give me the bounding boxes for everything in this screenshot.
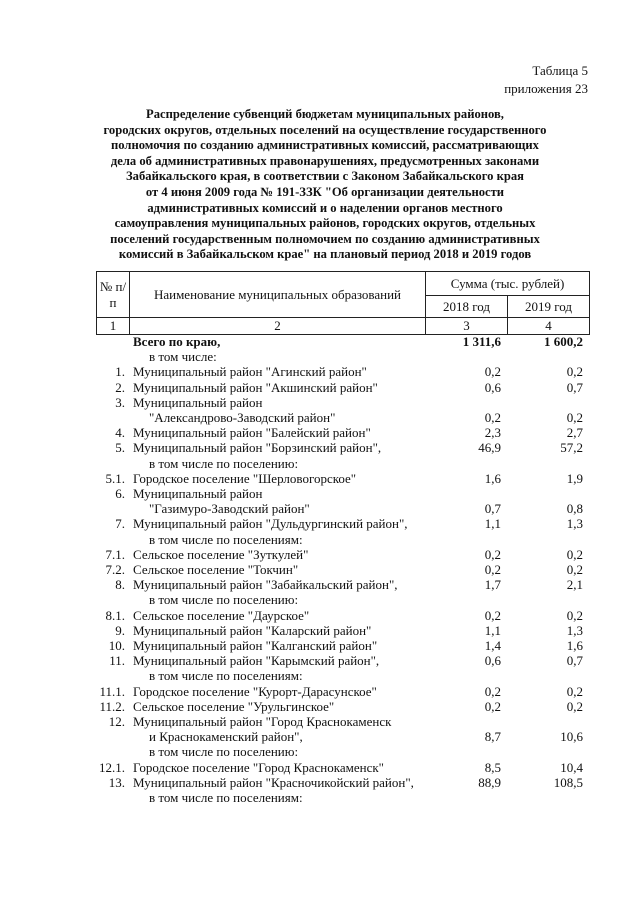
- row-number: 10.: [108, 638, 125, 654]
- appendix-number: приложения 23: [504, 81, 588, 96]
- row-name: в том числе:: [149, 349, 217, 365]
- header-num: № п/п: [97, 272, 130, 318]
- row-number: 12.1.: [99, 759, 125, 775]
- row-name: и Краснокаменский район",: [149, 729, 303, 745]
- row-name: в том числе по поселению:: [149, 592, 299, 608]
- header-year-2019: 2019 год: [508, 296, 590, 318]
- row-value-2018: 1,1: [484, 622, 501, 638]
- row-name: "Газимуро-Заводский район": [149, 501, 310, 517]
- row-value-2018: [425, 532, 507, 547]
- row-name: Муниципальный район: [133, 486, 263, 502]
- row-number: [96, 744, 129, 759]
- row-name: в том числе по поселениям:: [149, 531, 303, 547]
- row-number: 1.: [115, 364, 125, 380]
- title-line: городских округов, отдельных поселений на осуществление государственного: [103, 122, 547, 137]
- table-row: [96, 729, 589, 744]
- row-name: Муниципальный район "Забайкальский район",: [133, 577, 398, 593]
- title-line: дела об административных правонарушениях, предусмотренных законами: [110, 153, 540, 168]
- table-row: [96, 440, 589, 455]
- table-row: [96, 349, 589, 364]
- header-col-4: 4: [508, 318, 590, 335]
- row-value-2018: [425, 592, 507, 607]
- row-name: Городское поселение "Шерловогорское": [133, 470, 357, 486]
- table-row: [96, 714, 589, 729]
- row-name: Сельское поселение "Урульгинское": [133, 698, 335, 714]
- row-value-2018: 0,6: [484, 653, 501, 669]
- row-name: в том числе по поселению:: [149, 744, 299, 760]
- table-row: [96, 638, 589, 653]
- row-number: 8.: [115, 577, 125, 593]
- row-value-2018: 8,7: [484, 729, 501, 745]
- row-value-2018: 88,9: [478, 774, 501, 790]
- table-row: [96, 760, 589, 775]
- table-number: Таблица 5: [532, 63, 588, 78]
- table-row: [96, 334, 589, 349]
- table-row: [96, 623, 589, 638]
- row-value-2018: 0,2: [484, 364, 501, 380]
- row-name: Муниципальный район "Балейский район": [133, 425, 371, 441]
- row-name: "Александрово-Заводский район": [149, 410, 336, 426]
- table-body: [96, 334, 589, 805]
- table-row: [96, 653, 589, 668]
- row-value-2018: [425, 744, 507, 759]
- row-number: 9.: [115, 622, 125, 638]
- row-name: Муниципальный район "Борзинский район",: [133, 440, 382, 456]
- table-row: [96, 395, 589, 410]
- row-number: 4.: [115, 425, 125, 441]
- row-value-2019: [507, 532, 589, 547]
- row-value-2019: 1,3: [566, 516, 583, 532]
- header-col-2: 2: [130, 318, 426, 335]
- row-name: в том числе по поселениям:: [149, 790, 303, 806]
- row-value-2019: 10,4: [560, 759, 583, 775]
- row-name: Муниципальный район "Каларский район": [133, 622, 372, 638]
- row-value-2019: [507, 486, 589, 501]
- table-reference: [504, 62, 588, 98]
- row-value-2018: [425, 790, 507, 805]
- row-value-2019: 108,5: [553, 774, 583, 790]
- row-value-2018: 1,1: [484, 516, 501, 532]
- row-value-2019: [507, 456, 589, 471]
- row-value-2018: 1 311,6: [462, 334, 501, 349]
- row-value-2018: [425, 456, 507, 471]
- row-value-2019: [507, 714, 589, 729]
- row-name: в том числе по поселению:: [149, 455, 299, 471]
- row-number: 6.: [115, 486, 125, 502]
- row-number: 11.1.: [99, 683, 125, 699]
- header-name: Наименование муниципальных образований: [130, 272, 426, 318]
- row-value-2019: 0,7: [566, 653, 583, 669]
- document-title: [95, 107, 555, 263]
- header-year-2018: 2018 год: [426, 296, 508, 318]
- row-value-2018: 0,2: [484, 683, 501, 699]
- title-line: административных комиссий и о наделении органов местного: [147, 200, 503, 215]
- row-name: в том числе по поселениям:: [149, 668, 303, 684]
- table-row: [96, 380, 589, 395]
- table-row: [96, 608, 589, 623]
- row-value-2019: [507, 668, 589, 683]
- table-row: [96, 668, 589, 683]
- row-name: Муниципальный район "Карымский район",: [133, 653, 380, 669]
- table-row: [96, 562, 589, 577]
- row-value-2019: [507, 395, 589, 410]
- row-value-2019: 0,2: [566, 562, 583, 578]
- row-number: 3.: [115, 394, 125, 410]
- header-col-3: 3: [426, 318, 508, 335]
- header-sum: Сумма (тыс. рублей): [426, 272, 590, 296]
- row-name: Городское поселение "Курорт-Дарасунское": [133, 683, 377, 699]
- row-value-2019: 0,2: [566, 683, 583, 699]
- row-name: Муниципальный район "Агинский район": [133, 364, 367, 380]
- row-number: 5.1.: [105, 470, 125, 486]
- table-row: [96, 516, 589, 531]
- row-number: [96, 501, 129, 516]
- row-value-2019: 0,2: [566, 410, 583, 426]
- table-row: [96, 501, 589, 516]
- table-row: [96, 775, 589, 790]
- row-value-2019: 0,2: [566, 698, 583, 714]
- row-number: [96, 334, 129, 349]
- table-row: [96, 547, 589, 562]
- title-line: полномочия по созданию административных комиссий, рассматривающих: [111, 138, 539, 153]
- row-number: [96, 592, 129, 607]
- row-value-2018: 0,2: [484, 607, 501, 623]
- row-value-2018: [425, 349, 507, 364]
- table-row: [96, 364, 589, 379]
- row-name: Муниципальный район "Дульдургинский район",: [133, 516, 408, 532]
- row-value-2019: [507, 592, 589, 607]
- table-row: [96, 410, 589, 425]
- row-number: [96, 456, 129, 471]
- row-value-2018: [425, 486, 507, 501]
- row-value-2019: 0,2: [566, 546, 583, 562]
- row-name: Сельское поселение "Зуткулей": [133, 546, 309, 562]
- title-line: Забайкальского края, в соответствии с Законом Забайкальского края: [126, 169, 524, 184]
- row-value-2018: 0,6: [484, 379, 501, 395]
- row-name: Муниципальный район "Акшинский район": [133, 379, 378, 395]
- row-value-2018: 1,6: [484, 470, 501, 486]
- table-row: [96, 699, 589, 714]
- row-number: 5.: [115, 440, 125, 456]
- row-number: 11.: [109, 653, 125, 669]
- row-value-2019: 2,7: [566, 425, 583, 441]
- table-row: [96, 790, 589, 805]
- row-value-2018: 8,5: [484, 759, 501, 775]
- row-value-2018: 0,7: [484, 501, 501, 517]
- row-number: [96, 729, 129, 744]
- table-row: [96, 592, 589, 607]
- row-value-2018: 46,9: [478, 440, 501, 456]
- row-name: Всего по краю,: [133, 334, 221, 349]
- title-line: Распределение субвенций бюджетам муниципальных районов,: [146, 107, 504, 121]
- header-col-1: 1: [97, 318, 130, 335]
- row-name: Муниципальный район "Город Краснокаменск: [133, 714, 392, 730]
- row-value-2019: [507, 790, 589, 805]
- row-number: 2.: [115, 379, 125, 395]
- row-value-2018: [425, 395, 507, 410]
- row-value-2019: 1,6: [566, 638, 583, 654]
- row-value-2018: 1,7: [484, 577, 501, 593]
- row-name: Городское поселение "Город Краснокаменск": [133, 759, 384, 775]
- row-value-2018: 0,2: [484, 546, 501, 562]
- row-number: 11.2.: [99, 698, 125, 714]
- table-row: [96, 425, 589, 440]
- row-value-2019: 0,2: [566, 364, 583, 380]
- row-value-2019: 2,1: [566, 577, 583, 593]
- row-number: 13.: [108, 774, 125, 790]
- row-number: 12.: [108, 714, 125, 730]
- table-row: [96, 577, 589, 592]
- row-number: 8.1.: [105, 607, 125, 623]
- title-line: от 4 июня 2009 года № 191-ЗЗК "Об организации деятельности: [145, 184, 505, 199]
- row-value-2019: 0,7: [566, 379, 583, 395]
- row-number: [96, 410, 129, 425]
- row-value-2019: 57,2: [560, 440, 583, 456]
- row-value-2018: 0,2: [484, 410, 501, 426]
- table-row: [96, 684, 589, 699]
- table-row: [96, 744, 589, 759]
- row-name: Сельское поселение "Даурское": [133, 607, 310, 623]
- row-value-2018: 0,2: [484, 562, 501, 578]
- table-row: [96, 471, 589, 486]
- row-value-2018: [425, 714, 507, 729]
- row-number: [96, 532, 129, 547]
- row-value-2019: 0,2: [566, 607, 583, 623]
- row-number: 7.2.: [105, 562, 125, 578]
- row-name: Муниципальный район "Красночикойский район",: [133, 774, 414, 790]
- title-line: поселений государственным полномочием по созданию административных: [110, 231, 540, 246]
- row-value-2018: 2,3: [484, 425, 501, 441]
- table-header: [96, 271, 590, 335]
- table-row: [96, 532, 589, 547]
- row-value-2018: 0,2: [484, 698, 501, 714]
- table-row: [96, 456, 589, 471]
- row-number: 7.: [115, 516, 125, 532]
- row-value-2019: 1,3: [566, 622, 583, 638]
- row-name: Муниципальный район: [133, 394, 263, 410]
- row-value-2019: 1 600,2: [544, 334, 583, 349]
- row-value-2019: [507, 744, 589, 759]
- table-row: [96, 486, 589, 501]
- row-number: [96, 790, 129, 805]
- row-value-2018: 1,4: [484, 638, 501, 654]
- title-line: комиссий в Забайкальском крае" на плановый период 2018 и 2019 годов: [118, 247, 532, 262]
- title-line: самоуправления муниципальных районов, городских округов, отдельных: [114, 216, 536, 231]
- row-number: [96, 349, 129, 364]
- row-name: Сельское поселение "Токчин": [133, 562, 299, 578]
- row-value-2019: [507, 349, 589, 364]
- row-value-2019: 1,9: [566, 470, 583, 486]
- row-name: Муниципальный район "Калганский район": [133, 638, 378, 654]
- row-value-2019: 10,6: [560, 729, 583, 745]
- row-value-2018: [425, 668, 507, 683]
- row-value-2019: 0,8: [566, 501, 583, 517]
- row-number: [96, 668, 129, 683]
- row-number: 7.1.: [105, 546, 125, 562]
